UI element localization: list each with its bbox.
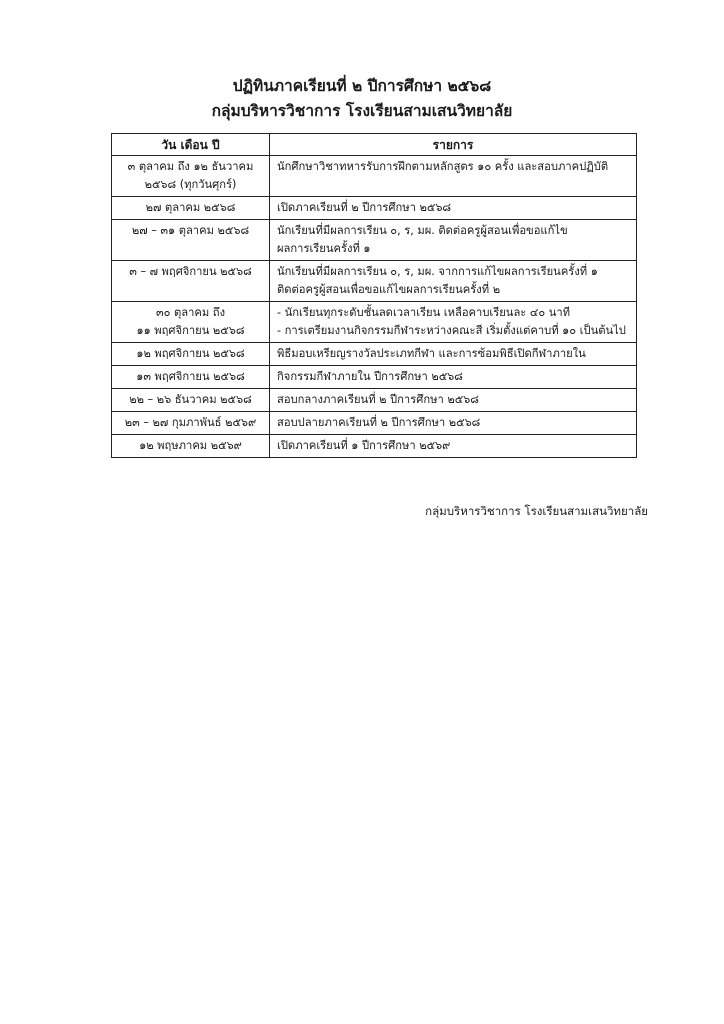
date-text: ๑๓ พฤศจิกายน ๒๕๖๘ [136,370,245,383]
calendar-table [111,133,637,458]
item-text: เปิดภาคเรียนที่ ๑ ปีการศึกษา ๒๕๖๙ [277,439,451,452]
date-text: ๒๕๖๘ (ทุกวันศุกร์) [144,178,237,191]
table-row [112,197,637,220]
table-row [112,412,637,435]
item-cell [270,220,637,261]
date-cell [112,156,270,197]
item-text: สอบกลางภาคเรียนที่ ๒ ปีการศึกษา ๒๕๖๘ [277,393,479,406]
date-text: ๓ – ๗ พฤศจิกายน ๒๕๖๘ [129,265,252,278]
date-text: ๑๑ พฤศจิกายน ๒๕๖๘ [136,324,245,337]
item-cell [270,197,637,220]
table-header-row [112,134,637,156]
table-row [112,435,637,458]
date-cell [112,261,270,302]
item-cell [270,302,637,343]
date-text: ๒๗ ตุลาคม ๒๕๖๘ [145,201,236,214]
date-text: ๓ ตุลาคม ถึง ๑๒ ธันวาคม [127,160,254,173]
date-cell [112,302,270,343]
date-cell [112,343,270,366]
date-text: ๑๒ พฤษภาคม ๒๕๖๙ [139,439,242,452]
date-cell [112,197,270,220]
table-row [112,156,637,197]
item-text: ผลการเรียนครั้งที่ ๑ [277,242,371,255]
item-cell [270,389,637,412]
date-cell [112,435,270,458]
column-header-item: รายการ [270,134,637,156]
item-text: พิธีมอบเหรียญรางวัลประเภทกีฬา และการซ้อมพิธีเปิดกีฬาภายใน [277,347,586,360]
title-block [0,74,724,124]
table-row [112,261,637,302]
item-text: เปิดภาคเรียนที่ ๒ ปีการศึกษา ๒๕๖๘ [277,201,452,214]
footer-signature: กลุ่มบริหารวิชาการ โรงเรียนสามเสนวิทยาลัย [425,504,648,518]
date-cell [112,366,270,389]
date-cell [112,220,270,261]
table-row [112,343,637,366]
item-text: ติดต่อครูผู้สอนเพื่อขอแก้ไขผลการเรียนครั้งที่ ๒ [277,283,501,296]
item-text: กิจกรรมกีฬาภายใน ปีการศึกษา ๒๕๖๘ [277,370,463,383]
date-text: ๒๗ – ๓๑ ตุลาคม ๒๕๖๘ [131,224,250,237]
item-cell [270,366,637,389]
date-text: ๒๓ – ๒๗ กุมภาพันธ์ ๒๕๖๙ [124,416,257,429]
item-text: - นักเรียนทุกระดับชั้นลดเวลาเรียน เหลือคาบเรียนละ ๔๐ นาที [277,306,571,319]
item-cell [270,261,637,302]
item-cell [270,412,637,435]
item-cell [270,435,637,458]
table-row [112,302,637,343]
page-title: ปฏิทินภาคเรียนที่ ๒ ปีการศึกษา ๒๕๖๘ [232,77,492,95]
table-row [112,389,637,412]
item-text: นักเรียนที่มีผลการเรียน ๐, ร, มผ. จากการแก้ไขผลการเรียนครั้งที่ ๑ [277,265,598,278]
item-cell [270,343,637,366]
column-header-date: วัน เดือน ปี [112,134,270,156]
item-text: นักเรียนที่มีผลการเรียน ๐, ร, มผ. ติดต่อครูผู้สอนเพื่อขอแก้ไข [277,224,568,237]
date-text: ๓๐ ตุลาคม ถึง [155,306,226,319]
date-text: ๒๒ – ๒๖ ธันวาคม ๒๕๖๘ [129,393,252,406]
page-subtitle: กลุ่มบริหารวิชาการ โรงเรียนสามเสนวิทยาลัย [211,102,513,120]
date-text: ๑๒ พฤศจิกายน ๒๕๖๘ [136,347,245,360]
item-text: นักศึกษาวิชาทหารรับการฝึกตามหลักสูตร ๑๐ ครั้ง และสอบภาคปฏิบัติ [277,160,609,173]
table-row [112,220,637,261]
date-cell [112,389,270,412]
item-text: สอบปลายภาคเรียนที่ ๒ ปีการศึกษา ๒๕๖๘ [277,416,481,429]
table-row [112,366,637,389]
item-cell [270,156,637,197]
item-text: - การเตรียมงานกิจกรรมกีฬาระหว่างคณะสี เริ่มตั้งแต่คาบที่ ๑๐ เป็นต้นไป [277,324,626,337]
date-cell [112,412,270,435]
